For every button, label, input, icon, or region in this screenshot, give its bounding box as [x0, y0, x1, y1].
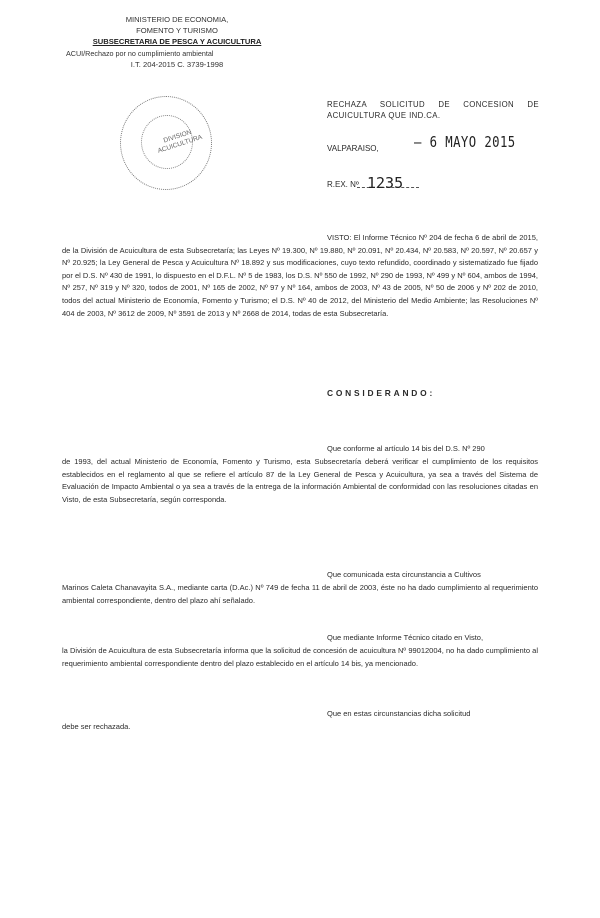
resolution-number-label: R.EX. Nº — [327, 180, 359, 189]
technical-report-reference: I.T. 204-2015 C. 3739-1998 — [130, 59, 224, 69]
ministry-name-cont: FOMENTO Y TURISMO — [136, 26, 218, 36]
document-reference: ACUI/Rechazo por no cumplimiento ambiental — [66, 48, 214, 58]
para3-body: la División de Acuicultura de esta Subsecretaría informa que la solicitud de concesión de acuicultura Nº 99012004, no ha dado cumplimiento al requerimiento ambiental correspondiente dentro del plazo establecido en el artículo 14 bis, ya mencionado. — [62, 646, 538, 668]
para4-first-line: Que en estas circunstancias dicha solicitud — [327, 709, 471, 718]
office-stamp-seal — [120, 96, 212, 190]
stamped-date: – 6 MAYO 2015 — [414, 133, 516, 151]
ministry-header — [62, 14, 292, 70]
seal-text: DIVISION ACUICULTURA — [156, 128, 204, 155]
place-label: VALPARAISO, — [327, 144, 379, 153]
para2-first-line: Que comunicada esta circunstancia a Cultivos — [327, 570, 481, 579]
para2-body: Marinos Caleta Chanavayita S.A., mediante carta (D.Ac.) Nº 749 de fecha 11 de abril de 2003, éste no ha dado cumplimiento al requerimiento ambiental correspondiente, dentro del plazo ahí señalado. — [62, 583, 538, 605]
document-subject: RECHAZA SOLICITUD DE CONCESION DE ACUICULTURA QUE IND.CA. — [327, 100, 539, 121]
considerando-heading: CONSIDERANDO: — [327, 388, 436, 398]
para3-first-line: Que mediante Informe Técnico citado en Visto, — [327, 633, 484, 642]
resolution-number: 1235 — [367, 174, 404, 192]
para1-first-line: Que conforme al artículo 14 bis del D.S. Nº 290 — [327, 444, 485, 453]
para1-body: de 1993, del actual Ministerio de Economía, Fomento y Turismo, esta Subsecretaría deberá verificar el cumplimiento de los requisitos establecidos en el reglamento al que se refiere el artículo 87 de la Ley General de Pesca y Acuicultura, ya sea a través del Sistema de Evaluación de Impacto Ambiental o ya sea a través de la entrega de la información Ambiental de conformidad con las resoluciones citadas en Visto, de esta Subsecretaría, según corresponda. — [62, 457, 538, 504]
para4-body: debe ser rechazada. — [62, 722, 131, 731]
ministry-name: MINISTERIO DE ECONOMIA, — [125, 15, 229, 24]
undersecretariat-name: SUBSECRETARIA DE PESCA Y ACUICULTURA — [92, 37, 262, 47]
visto-paragraph: VISTO: El Informe Técnico Nº 204 de fecha 6 de abril de 2015, de la División de Acuicultura de esta Subsecretaría; las Leyes Nº 19.300, Nº 19.880, Nº 20.091, Nº 20.434, Nº 20.583, Nº 20.597, Nº 20.657 y Nº 20.925; la Ley General de Pesca y Acuicultura Nº 18.892 y sus modificaciones, cuyo texto refundido, coordinado y sistematizado fue fijado por el D.S. Nº 430 de 1991, lo dispuesto en el D.F.L. Nº 5 de 1983, los D.S. Nº 550 de 1992, Nº 290 de 1993, Nº 499 y Nº 604, ambos de 1994, Nº 257, Nº 319 y Nº 320, todos de 2001, Nº 165 de 2002, Nº 97 y Nº 164, ambos de 2003, Nº 43 de 2005, Nº 50 de 2006 y Nº 202 de 2010, todos del actual Ministerio de Economía, Fomento y Turismo; el D.S. Nº 40 de 2012, del Ministerio del Medio Ambiente; las Resoluciones Nº 404 de 2003, Nº 3612 de 2009, Nº 3591 de 2013 y Nº 2668 de 2014, todas de esta Subsecretaría. — [62, 233, 538, 318]
